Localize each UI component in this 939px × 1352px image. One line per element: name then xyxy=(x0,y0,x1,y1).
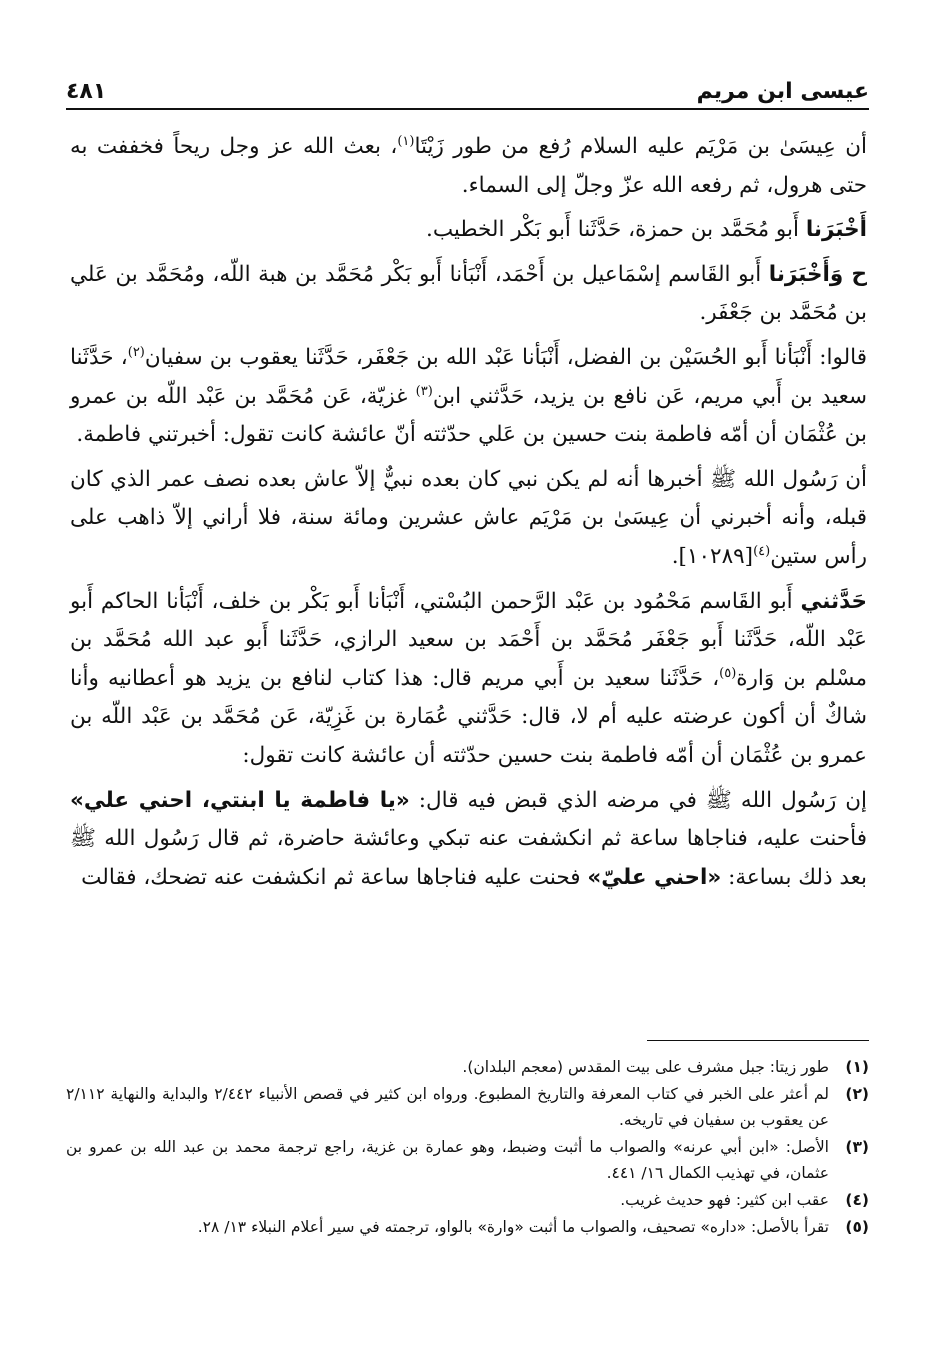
paragraph-7 xyxy=(70,782,867,898)
hadith-number: [١٠٢٨٩]. xyxy=(671,543,754,569)
footnote-ref: (٥) xyxy=(719,665,737,681)
text-run: أن عِيسَىٰ بن مَرْيَم عليه السلام رُفع من طور زَيْتَا xyxy=(414,134,867,159)
text-run: ، حَدَّثَنا سعيد بن أَبي مريم، عَن نافع بن يزيد، حَدَّثني ابن xyxy=(70,344,868,409)
text-run: أَبو القَاسم إسْمَاعيل بن أَحْمَد، أَنْبَأنا أَبو بَكْر مُحَمَّد بن هبة اللّه، ومُحَمَّد بن عَلي بن مُحَمَّد بن جَعْفَر. xyxy=(70,261,867,326)
footnote-ref: (١) xyxy=(397,133,415,149)
quotation: «احني عليّ» xyxy=(587,864,722,890)
footnote xyxy=(66,1187,869,1214)
footnote xyxy=(66,1054,869,1081)
paragraph-4 xyxy=(70,339,867,455)
footnote-ref: (٤) xyxy=(753,543,771,559)
footnote xyxy=(66,1081,869,1134)
paragraph-2 xyxy=(70,211,867,250)
footnote xyxy=(66,1214,869,1241)
footnote-number: (٣) xyxy=(845,1137,869,1156)
isnad-lead: ح وَأَخْبَرَنا xyxy=(768,261,867,287)
quotation: «يا فاطمة يا ابنتي، احني علي» xyxy=(70,787,410,813)
text-run: غزيّة، عَن مُحَمَّد بن عَبْد اللّه بن عمرو بن عُثْمَان أن أمّه فاطمة بنت حسين بن عَلي حدّثته أنّ عائشة كانت تقول: أخبرتني فاطمة. xyxy=(70,383,867,448)
paragraph-1 xyxy=(70,128,867,205)
footnote-number: (٥) xyxy=(845,1217,869,1236)
footnote-number: (٢) xyxy=(845,1084,869,1103)
text-run: أن رَسُول الله ﷺ أخبرها أنه لم يكن نبي كان بعده نبيٌّ إلاّ عاش بعده نصف عمر الذي كان قبله، وأنه أخبرني أن عِيسَىٰ بن مَرْيَم عاش عشرين ومائة سنة، فلا أراني إلاّ ذاهب على رأس ستين xyxy=(70,466,867,569)
footnote-text: لم أعثر على الخبر في كتاب المعرفة والتاريخ المطبوع. ورواه ابن كثير في قصص الأنبياء ٢/٤٤٢ والبداية والنهاية ٢/١١٢ عن يعقوب بن سفيان في تاريخه. xyxy=(66,1084,829,1130)
page-number: ٤٨١ xyxy=(66,79,107,104)
paragraph-6 xyxy=(70,583,867,776)
text-run: ، بعث الله عز وجل ريحاً فخففت به حتى هرول، ثم رفعه الله عزّ وجلّ إلى السماء. xyxy=(70,134,867,198)
chapter-title: عيسى ابن مريم xyxy=(696,79,869,104)
running-header xyxy=(66,62,869,110)
footnote-number: (١) xyxy=(845,1058,869,1076)
footnote-number: (٤) xyxy=(845,1190,869,1209)
paragraph-3 xyxy=(70,256,867,333)
footnote-text: تقرأ بالأصل: «داره» تصحيف، والصواب ما أثبت «وارة» بالواو، ترجمته في سير أعلام النبلاء ١٣/ ٢٨. xyxy=(197,1217,829,1236)
text-run: إن رَسُول الله ﷺ في مرضه الذي قبض فيه قال: xyxy=(409,787,867,813)
text-run: فأحنت عليه، فناجاها ساعة ثم انكشفت عنه تبكي وعائشة حاضرة، ثم قال رَسُول الله ﷺ بعد ذلك بساعة: xyxy=(70,826,867,890)
text-run: أَبو مُحَمَّد بن حمزة، حَدَّثَنا أَبو بَكْر الخطيب. xyxy=(425,217,806,243)
footnote-text: الأصل: «ابن أبي عرنه» والصواب ما أثبت وضبط، وهو عمارة بن غزية، راجع ترجمة محمد بن عبد الله بن عمرو بن عثمان، في تهذيب الكمال ١٦/ ٤٤١. xyxy=(66,1137,829,1183)
text-run: أَبو القَاسم مَحْمُود بن عَبْد الرَّحمن البُسْتي، أَنْبَأنا أَبو بَكْر بن خلف، أَنْبَأنا الحاكم أَبو عَبْد اللّه، حَدَّثَنا أَبو جَعْفَر مُحَمَّد بن أَحْمَد بن سعيد الرازي، حَدَّثَنا أَبو عبد الله مُحَمَّد بن مسْلم بن وَارة xyxy=(70,588,867,691)
footnote-ref: (٢) xyxy=(127,344,145,360)
isnad-lead: أَخْبَرَنا xyxy=(805,217,867,243)
footnote xyxy=(66,1134,869,1187)
footnote-text: طور زيتا: جبل مشرف على بيت المقدس (معجم البلدان). xyxy=(462,1058,829,1076)
isnad-lead: حَدَّثني xyxy=(800,588,867,614)
paragraph-5 xyxy=(70,461,867,577)
main-text xyxy=(70,128,867,897)
footnote-separator xyxy=(647,1040,869,1041)
footnote-ref: (٣) xyxy=(415,383,433,399)
text-run: قالوا: أَنْبَأنا أَبو الحُسَيْن بن الفضل، أَنْبَأنا عَبْد الله بن جَعْفَر، حَدَّثَنا يعقوب بن سفيان xyxy=(144,344,867,370)
text-run: ، حَدَّثَنا سعيد بن أَبي مريم قال: هذا كتاب لنافع بن يزيد هو أعطانيه وأنا شاكٌ أن أكون عرضته عليه أم لا، قال: حَدَّثني عُمَارة بن غَزِيّة، عَن مُحَمَّد بن عَبْد اللّه بن عمرو بن عُثْمَان أن أمّه فاطمة بنت حسين حدّثته أن عائشة كانت تقول: xyxy=(70,665,867,768)
text-run: فحنت عليه فناجاها ساعة ثم انكشفت عنه تضحك، فقالت xyxy=(81,864,588,890)
footnote-text: عقب ابن كثير: فهو حديث غريب. xyxy=(620,1190,829,1209)
footnotes xyxy=(66,1054,869,1240)
